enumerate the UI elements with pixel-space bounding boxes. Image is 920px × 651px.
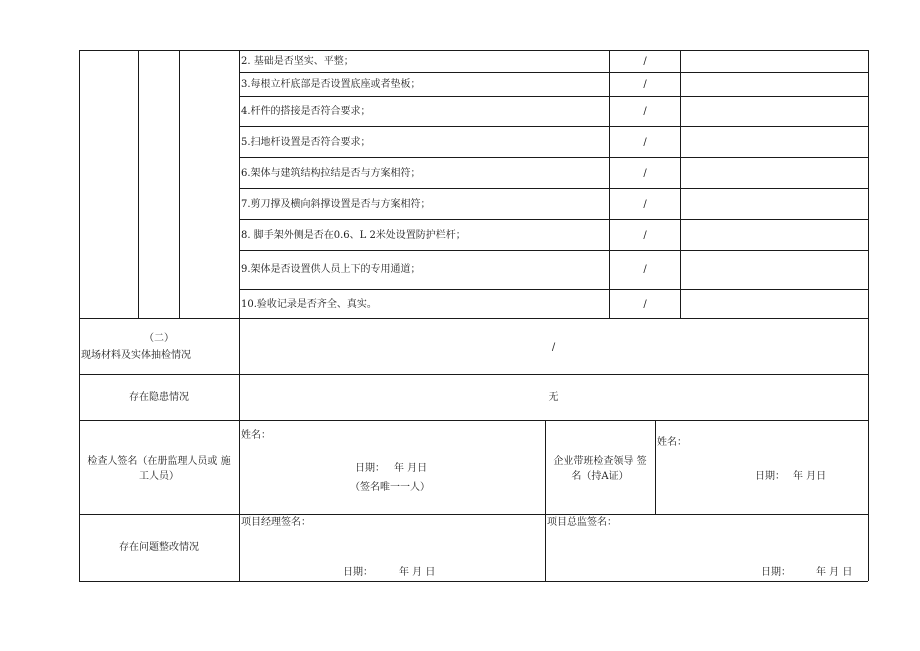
col-divider-1 bbox=[138, 50, 139, 318]
leader-date-value: 年 月日 bbox=[793, 471, 827, 482]
row-line bbox=[239, 126, 868, 127]
pm-date-value: 年 月 日 bbox=[399, 567, 436, 578]
inspector-name-label: 姓名： bbox=[241, 430, 271, 441]
col-divider-leader-value bbox=[655, 420, 656, 514]
section-line bbox=[79, 318, 868, 319]
border-right bbox=[868, 50, 869, 581]
check-item-result: / bbox=[643, 106, 647, 117]
check-item-result: / bbox=[643, 79, 647, 90]
inspector-label-1: 检查人签名（在册监理人员或 施 bbox=[87, 456, 231, 467]
inspector-date-label: 日期： bbox=[355, 463, 385, 474]
row-line bbox=[239, 96, 868, 97]
chief-date-label: 日期： bbox=[761, 567, 791, 578]
chief-signature-label: 项目总监签名： bbox=[547, 517, 617, 528]
section-line bbox=[79, 374, 868, 375]
section-line bbox=[79, 514, 868, 515]
leader-date-label: 日期： bbox=[755, 471, 785, 482]
check-item-result: / bbox=[643, 168, 647, 179]
check-item-text: 2. 基础是否坚实、平整； bbox=[241, 56, 354, 67]
check-item-result: / bbox=[643, 199, 647, 210]
check-item-text: 5.扫地杆设置是否符合要求； bbox=[241, 137, 371, 148]
material-check-value: / bbox=[551, 342, 556, 353]
pm-signature-label: 项目经理签名： bbox=[241, 517, 311, 528]
inspector-date-value: 年 月日 bbox=[394, 463, 428, 474]
border-top bbox=[79, 50, 868, 51]
row-line bbox=[239, 157, 868, 158]
inspector-note: （签名唯一一人） bbox=[350, 482, 430, 493]
row-line bbox=[239, 289, 868, 290]
leader-label-2: 名（持A证） bbox=[571, 471, 629, 482]
row-line bbox=[239, 188, 868, 189]
rectification-label: 存在问题整改情况 bbox=[119, 542, 199, 553]
pm-date-label: 日期： bbox=[343, 567, 373, 578]
col-divider-2 bbox=[179, 50, 180, 318]
check-item-result: / bbox=[643, 299, 647, 310]
row-line bbox=[239, 250, 868, 251]
chief-date-value: 年 月 日 bbox=[816, 567, 853, 578]
check-item-text: 4.杆件的搭接是否符合要求； bbox=[241, 106, 371, 117]
check-item-text: 7.剪刀撑及横向斜撑设置是否与方案相符； bbox=[241, 199, 431, 210]
section-line bbox=[79, 420, 868, 421]
check-item-result: / bbox=[643, 56, 647, 67]
check-item-text: 10.验收记录是否齐全、真实。 bbox=[241, 299, 377, 310]
check-item-result: / bbox=[643, 230, 647, 241]
hazards-value: 无 bbox=[548, 392, 559, 403]
check-item-text: 6.架体与建筑结构拉结是否与方案相符； bbox=[241, 168, 421, 179]
border-left bbox=[79, 50, 80, 581]
hazards-label: 存在隐患情况 bbox=[129, 392, 189, 403]
row-line bbox=[239, 219, 868, 220]
check-item-text: 8. 脚手架外侧是否在0.6、L 2米处设置防护栏杆； bbox=[241, 230, 466, 241]
border-bottom bbox=[79, 581, 868, 582]
col-divider-main bbox=[239, 50, 240, 581]
material-check-label-1: （二） bbox=[144, 333, 174, 344]
row-line bbox=[239, 72, 868, 73]
leader-label-1: 企业带班检查领导 签 bbox=[553, 456, 647, 467]
leader-name-label: 姓名： bbox=[657, 437, 687, 448]
check-item-result: / bbox=[643, 264, 647, 275]
check-item-text: 3.每根立杆底部是否设置底座或者垫板； bbox=[241, 79, 421, 90]
material-check-label-2: 现场材料及实体抽检情况 bbox=[81, 350, 191, 361]
inspector-label-2: 工人员） bbox=[139, 471, 179, 482]
col-divider-leader-label bbox=[545, 420, 546, 581]
check-item-text: 9.架体是否设置供人员上下的专用通道； bbox=[241, 264, 421, 275]
check-item-result: / bbox=[643, 137, 647, 148]
